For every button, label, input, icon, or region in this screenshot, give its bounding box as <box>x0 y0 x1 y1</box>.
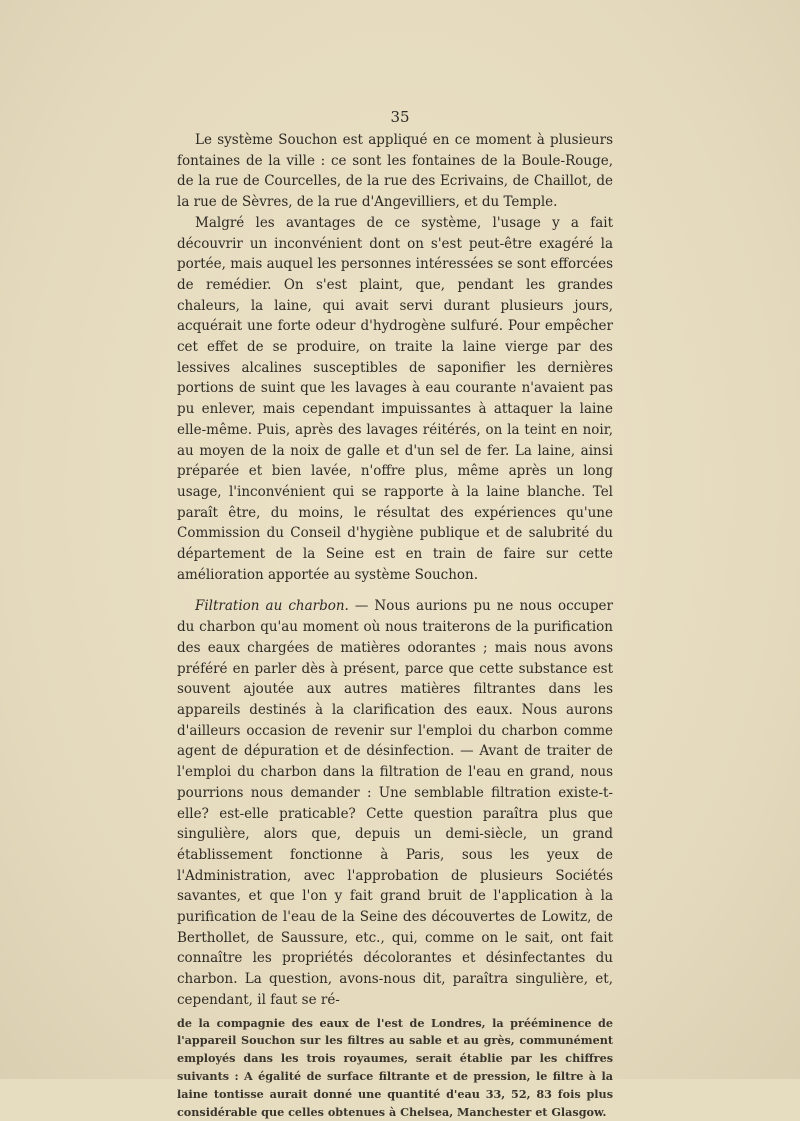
section-heading-charcoal: Filtration au charbon. <box>195 598 349 615</box>
paragraph-souchon-fountains: Le système Souchon est appliqué en ce moment à plusieurs fontaines de la ville : ce sont les fontaines de la Boule-Rouge, de la rue de Courcelles, de la rue des Ecrivains, de Chaillot, de la rue de Sèvres, de la rue d'Angevilliers, et du Temple. <box>177 132 613 211</box>
paragraph-wool-odor: Malgré les avantages de ce système, l'usage y a fait découvrir un inconvénient dont on s'est peut-être exagéré la portée, mais auquel les personnes intéressées se sont efforcées de remédier. On s'est plaint, que, pendant les grandes chaleurs, la laine, qui avait servi durant plusieurs jours, acquérait une forte odeur d'hydrogène sulfuré. Pour empêcher cet effet de se produire, on traite la laine vierge par des lessives alcalines susceptibles de saponifier les dernières portions de suint que les lavages à eau courante n'avaient pas pu enlever, mais cependant impuissantes à attaquer la laine elle-même. Puis, après des lavages réitérés, on la teint en noir, au moyen de la noix de galle et d'un sel de fer. La laine, ainsi préparée et bien lavée, n'offre plus, même après un long usage, l'inconvénient qui se rapporte à la laine blanche. Tel paraît être, du moins, le résultat des expériences qu'une Commission du Conseil d'hygiène publique et de salubrité du département de la Seine est en train de faire sur cette amélioration apportée au système Souchon. <box>177 214 613 583</box>
paragraph-charcoal-filtration <box>177 596 613 1010</box>
paragraph-charcoal-body: — Nous aurions pu ne nous occuper du charbon qu'au moment où nous traiterons de la purification des eaux chargées de matières odorantes ; mais nous avons préféré en parler dès à présent, parce que cette substance est souvent ajoutée aux autres matières filtrantes dans les appareils destinés à la clarification des eaux. Nous aurons d'ailleurs occasion de revenir sur l'emploi du charbon comme agent de dépuration et de désinfection. — Avant de traiter de l'emploi du charbon dans la filtration de l'eau en grand, nous pourrions nous demander : Une semblable filtration existe-t-elle? est-elle praticable? Cette question paraîtra plus que singulière, alors que, depuis un demi-siècle, un grand établissement fonctionne à Paris, sous les yeux de l'Administration, avec l'approbation de plusieurs Sociétés savantes, et que l'on y fait grand bruit de l'application à la purification de l'eau de la Seine des découvertes de Lowitz, de Berthollet, de Saussure, etc., qui, comme on le sait, ont fait connaître les propriétés décolorantes et désinfectantes du charbon. La question, avons-nous dit, paraîtra singulière, et, cependant, il faut se ré- <box>177 598 613 1008</box>
footnote: de la compagnie des eaux de l'est de Londres, la prééminence de l'appareil Souchon sur les filtres au sable et au grès, communément employés dans les trois royaumes, serait établie par les chiffres suivants : A égalité de surface filtrante et de pression, le filtre à la laine tontisse aurait donné une quantité d'eau 33, 52, 83 fois plus considérable que celles obtenues à Chelsea, Manchester et Glasgow. <box>177 1015 613 1119</box>
text-block <box>177 130 613 1121</box>
page-number: 35 <box>390 108 410 126</box>
